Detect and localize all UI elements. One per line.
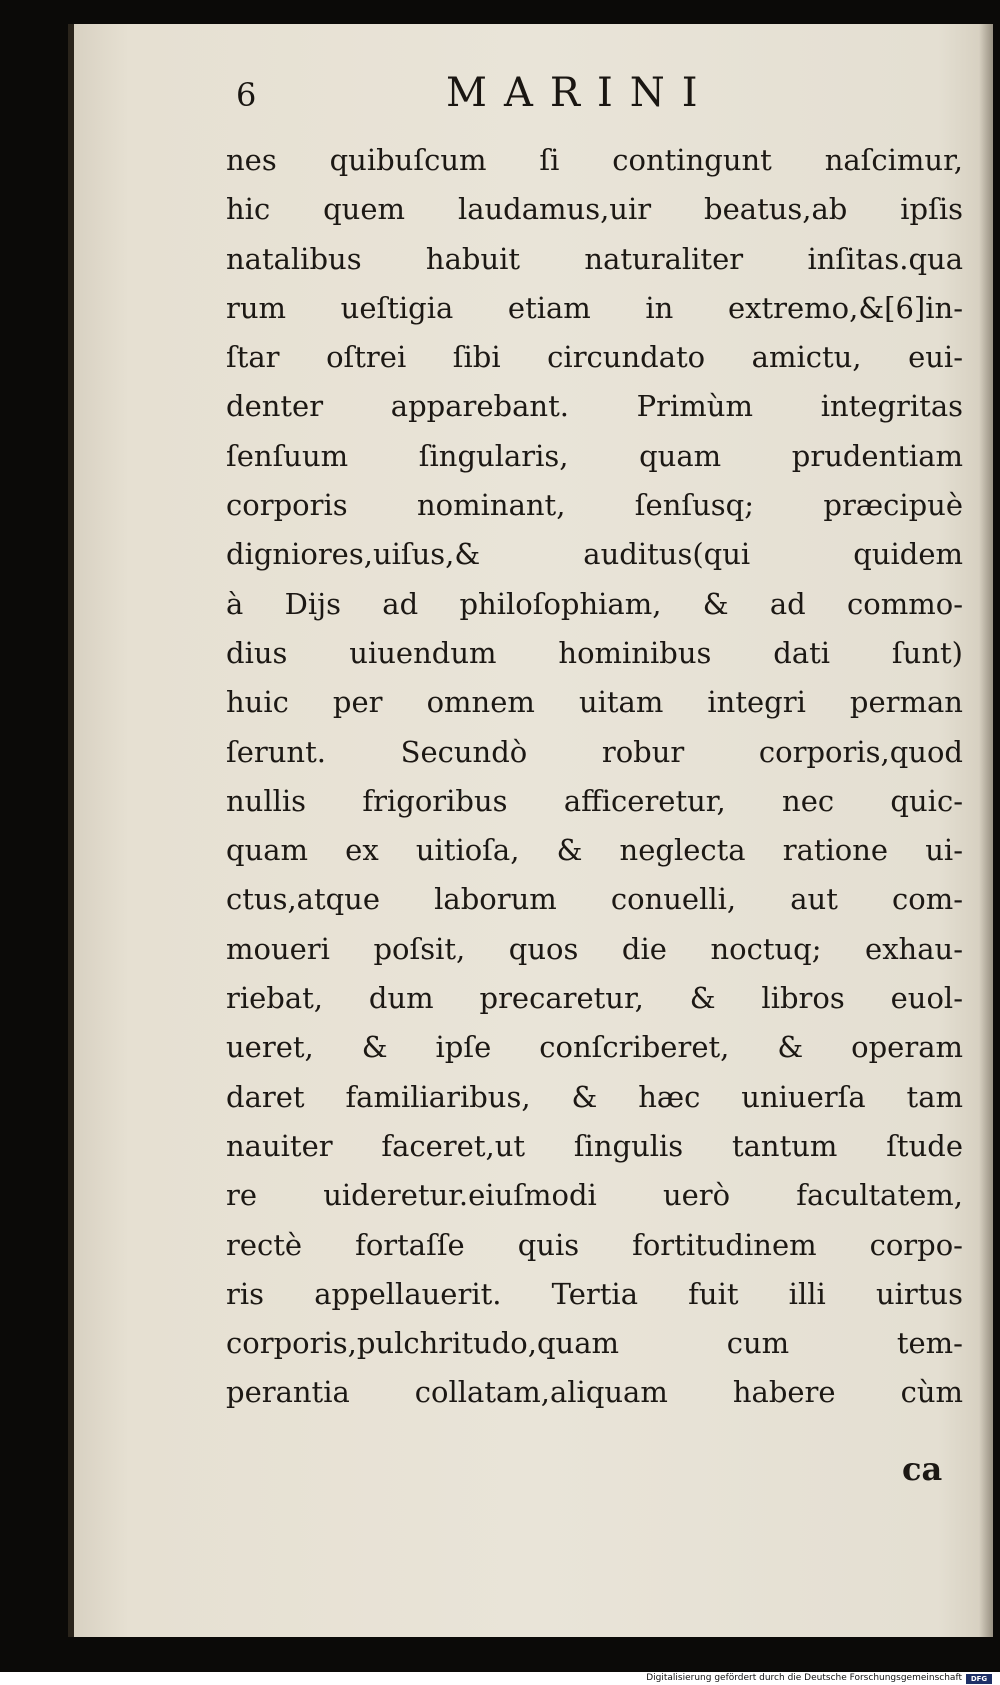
- funding-credit: Digitalisierung gefördert durch die Deutsche Forschungsgemeinschaft: [646, 1673, 962, 1683]
- text-line: riebat, dum precaretur, & libros euol-: [226, 981, 963, 1016]
- running-head: [236, 70, 956, 130]
- text-line: nullis frigoribus afficeretur, nec quic-: [226, 783, 963, 818]
- text-line: nes quibuſcum ſi contingunt naſcimur,: [226, 143, 963, 177]
- text-line: re uideretur.eiuſmodi uerò facultatem,: [226, 1178, 963, 1213]
- text-line: quam ex uitioſa, & neglecta ratione ui-: [226, 833, 963, 868]
- text-line: corporis,pulchritudo,quam cum tem-: [226, 1326, 963, 1361]
- text-block: [226, 136, 963, 1418]
- text-line: rum ueſtigia etiam in extremo,&[6]in-: [226, 290, 963, 325]
- text-line: ſerunt. Secundò robur corporis,quod: [226, 734, 963, 769]
- text-line: perantia collatam,aliquam habere cùm: [226, 1375, 963, 1410]
- text-line: denter apparebant. Primùm integritas: [226, 389, 963, 424]
- dfg-logo-icon: DFG: [966, 1674, 992, 1684]
- text-line: à Dijs ad philoſophiam, & ad commo-: [226, 586, 963, 621]
- text-line: dius uiuendum hominibus dati ſunt): [226, 635, 963, 670]
- text-line: rectè fortaſſe quis fortitudinem corpo-: [226, 1227, 963, 1262]
- text-line: digniores,uiſus,& auditus(qui quidem: [226, 537, 963, 572]
- footer-bar: [0, 1672, 1000, 1685]
- catchword: ca: [902, 1450, 943, 1488]
- text-line: ſtar oſtrei ſibi circundato amictu, eui-: [226, 340, 963, 375]
- text-line: corporis nominant, ſenſusq; præcipuè: [226, 488, 963, 523]
- text-line: moueri poſsit, quos die noctuq; exhau-: [226, 931, 963, 966]
- text-line: ctus,atque laborum conuelli, aut com-: [226, 882, 963, 917]
- running-title: MARINI: [446, 70, 715, 116]
- text-line: nauiter faceret,ut ſingulis tantum ſtude: [226, 1128, 963, 1163]
- text-line: daret familiaribus, & hæc uniuerſa tam: [226, 1079, 963, 1114]
- text-line: ueret, & ipſe conſcriberet, & operam: [226, 1030, 963, 1065]
- text-line: ſenſuum ſingularis, quam prudentiam: [226, 438, 963, 473]
- text-line: ris appellauerit. Tertia fuit illi uirtus: [226, 1276, 963, 1311]
- text-line: hic quem laudamus,uir beatus,ab ipſis: [226, 192, 963, 227]
- text-line: huic per omnem uitam integri perman: [226, 685, 963, 720]
- page-number: 6: [236, 76, 257, 114]
- text-line: natalibus habuit naturaliter inſitas.qua: [226, 241, 963, 276]
